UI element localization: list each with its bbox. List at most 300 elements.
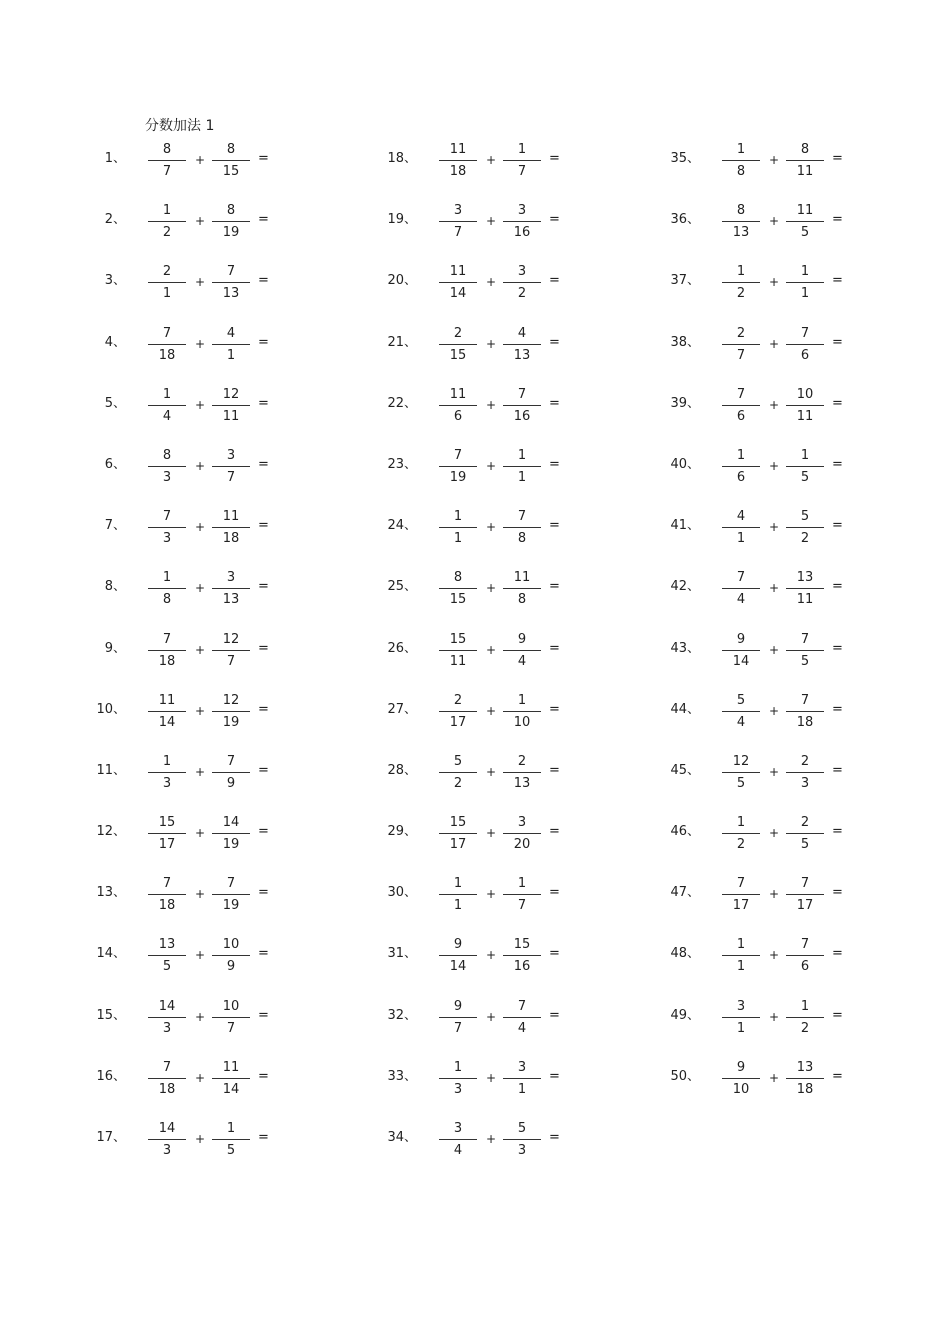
fraction-denominator: 1 bbox=[736, 959, 746, 975]
fraction-numerator: 12 bbox=[722, 753, 760, 773]
plus-sign: + bbox=[486, 153, 497, 167]
second-fraction bbox=[786, 447, 824, 488]
plus-sign: + bbox=[486, 703, 497, 718]
fraction-denominator: 1 bbox=[517, 1081, 527, 1097]
second-fraction bbox=[212, 1120, 250, 1161]
problem-row bbox=[664, 263, 944, 324]
problem-row bbox=[664, 936, 944, 997]
fraction-numerator: 1 bbox=[212, 1120, 250, 1140]
first-fraction bbox=[722, 692, 760, 733]
plus-sign: + bbox=[195, 887, 206, 902]
first-fraction bbox=[439, 325, 477, 366]
fraction-denominator: 8 bbox=[736, 164, 746, 179]
first-fraction bbox=[439, 202, 477, 243]
equals-sign: = bbox=[549, 579, 560, 595]
second-fraction bbox=[786, 692, 824, 733]
fraction-numerator: 7 bbox=[722, 875, 760, 895]
second-fraction bbox=[503, 141, 541, 182]
problem-number: 12、 bbox=[96, 824, 126, 840]
problem-row bbox=[90, 631, 370, 692]
fraction-denominator: 11 bbox=[222, 408, 240, 424]
equals-sign: = bbox=[832, 1007, 843, 1023]
fraction-denominator: 2 bbox=[800, 1020, 810, 1036]
fraction-denominator: 18 bbox=[158, 898, 176, 914]
equals-sign: = bbox=[832, 885, 843, 901]
fraction-numerator: 2 bbox=[439, 692, 477, 712]
second-fraction bbox=[212, 325, 250, 366]
fraction-numerator: 2 bbox=[786, 814, 824, 834]
problem-number: 48、 bbox=[670, 946, 700, 962]
first-fraction bbox=[439, 508, 477, 549]
fraction-numerator: 15 bbox=[439, 814, 477, 834]
fraction-numerator: 12 bbox=[212, 386, 250, 406]
first-fraction bbox=[439, 386, 477, 427]
plus-sign: + bbox=[486, 397, 497, 412]
equals-sign: = bbox=[258, 212, 269, 228]
fraction-denominator: 16 bbox=[513, 408, 531, 424]
problem-number: 22、 bbox=[387, 395, 417, 411]
equals-sign: = bbox=[258, 151, 269, 166]
problem-row bbox=[90, 569, 370, 630]
equals-sign: = bbox=[832, 762, 843, 778]
fraction-numerator: 8 bbox=[212, 141, 250, 161]
fraction-numerator: 9 bbox=[439, 936, 477, 956]
problem-row bbox=[664, 386, 944, 447]
problem-row bbox=[381, 631, 661, 692]
plus-sign: + bbox=[195, 1132, 206, 1146]
first-fraction bbox=[148, 447, 186, 488]
fraction-numerator: 3 bbox=[503, 263, 541, 283]
first-fraction bbox=[148, 692, 186, 733]
fraction-numerator: 9 bbox=[503, 631, 541, 651]
plus-sign: + bbox=[769, 948, 780, 963]
fraction-denominator: 19 bbox=[222, 714, 240, 730]
fraction-numerator: 7 bbox=[212, 263, 250, 283]
fraction-numerator: 7 bbox=[148, 325, 186, 345]
fraction-numerator: 3 bbox=[439, 202, 477, 222]
fraction-denominator: 6 bbox=[736, 408, 746, 424]
fraction-denominator: 4 bbox=[736, 592, 746, 608]
equals-sign: = bbox=[549, 701, 560, 717]
first-fraction bbox=[439, 692, 477, 733]
fraction-numerator: 2 bbox=[503, 753, 541, 773]
fraction-numerator: 3 bbox=[503, 1059, 541, 1079]
fraction-denominator: 3 bbox=[162, 1143, 172, 1158]
problem-row bbox=[90, 141, 370, 202]
second-fraction bbox=[786, 569, 824, 610]
fraction-numerator: 11 bbox=[439, 141, 477, 161]
fraction-numerator: 2 bbox=[148, 263, 186, 283]
fraction-numerator: 11 bbox=[503, 569, 541, 589]
fraction-numerator: 1 bbox=[148, 569, 186, 589]
problem-row bbox=[90, 692, 370, 753]
fraction-numerator: 8 bbox=[148, 447, 186, 467]
problem-row bbox=[90, 1120, 370, 1181]
first-fraction bbox=[148, 875, 186, 916]
second-fraction bbox=[212, 1059, 250, 1100]
first-fraction bbox=[148, 998, 186, 1039]
fraction-numerator: 12 bbox=[212, 631, 250, 651]
plus-sign: + bbox=[486, 458, 497, 473]
equals-sign: = bbox=[549, 518, 560, 534]
second-fraction bbox=[212, 569, 250, 610]
equals-sign: = bbox=[549, 640, 560, 656]
fraction-denominator: 5 bbox=[800, 225, 810, 241]
fraction-numerator: 7 bbox=[148, 875, 186, 895]
problem-row bbox=[381, 753, 661, 814]
plus-sign: + bbox=[195, 397, 206, 412]
fraction-numerator: 10 bbox=[212, 998, 250, 1018]
first-fraction bbox=[722, 202, 760, 243]
fraction-denominator: 7 bbox=[226, 1020, 236, 1036]
fraction-numerator: 1 bbox=[503, 875, 541, 895]
problem-number: 30、 bbox=[387, 885, 417, 901]
equals-sign: = bbox=[549, 885, 560, 901]
fraction-denominator: 3 bbox=[800, 775, 810, 791]
fraction-denominator: 1 bbox=[453, 531, 463, 547]
fraction-denominator: 1 bbox=[800, 286, 810, 302]
problem-row bbox=[664, 325, 944, 386]
problem-row bbox=[381, 936, 661, 997]
equals-sign: = bbox=[549, 1068, 560, 1084]
plus-sign: + bbox=[769, 887, 780, 902]
equals-sign: = bbox=[832, 579, 843, 595]
fraction-denominator: 5 bbox=[800, 837, 810, 853]
fraction-numerator: 7 bbox=[503, 508, 541, 528]
plus-sign: + bbox=[769, 1009, 780, 1024]
problem-row bbox=[381, 1120, 661, 1181]
problem-row bbox=[90, 325, 370, 386]
fraction-denominator: 14 bbox=[732, 653, 750, 669]
second-fraction bbox=[503, 631, 541, 672]
second-fraction bbox=[503, 875, 541, 916]
first-fraction bbox=[148, 1120, 186, 1161]
plus-sign: + bbox=[195, 214, 206, 229]
plus-sign: + bbox=[486, 1070, 497, 1085]
equals-sign: = bbox=[258, 1068, 269, 1084]
fraction-numerator: 10 bbox=[212, 936, 250, 956]
problem-number: 41、 bbox=[670, 518, 700, 534]
equals-sign: = bbox=[258, 579, 269, 595]
fraction-numerator: 11 bbox=[212, 1059, 250, 1079]
fraction-denominator: 13 bbox=[513, 347, 531, 363]
problem-number: 17、 bbox=[96, 1130, 126, 1145]
second-fraction bbox=[786, 753, 824, 794]
second-fraction bbox=[212, 263, 250, 304]
fraction-numerator: 13 bbox=[786, 569, 824, 589]
problem-row bbox=[381, 325, 661, 386]
equals-sign: = bbox=[549, 1130, 560, 1145]
fraction-denominator: 5 bbox=[736, 775, 746, 791]
fraction-denominator: 17 bbox=[449, 714, 467, 730]
problem-number: 36、 bbox=[670, 212, 700, 228]
fraction-denominator: 6 bbox=[453, 408, 463, 424]
equals-sign: = bbox=[258, 334, 269, 350]
problem-number: 28、 bbox=[387, 762, 417, 778]
first-fraction bbox=[722, 875, 760, 916]
equals-sign: = bbox=[549, 1007, 560, 1023]
plus-sign: + bbox=[486, 336, 497, 351]
first-fraction bbox=[148, 569, 186, 610]
equals-sign: = bbox=[549, 151, 560, 166]
second-fraction bbox=[503, 508, 541, 549]
problem-row bbox=[381, 814, 661, 875]
problem-number: 3、 bbox=[104, 273, 126, 289]
second-fraction bbox=[212, 753, 250, 794]
fraction-denominator: 18 bbox=[158, 653, 176, 669]
second-fraction bbox=[503, 569, 541, 610]
equals-sign: = bbox=[549, 334, 560, 350]
problem-number: 42、 bbox=[670, 579, 700, 595]
fraction-denominator: 3 bbox=[162, 469, 172, 485]
fraction-denominator: 13 bbox=[732, 225, 750, 241]
first-fraction bbox=[148, 936, 186, 977]
equals-sign: = bbox=[258, 456, 269, 472]
fraction-denominator: 19 bbox=[222, 898, 240, 914]
fraction-numerator: 11 bbox=[148, 692, 186, 712]
fraction-denominator: 18 bbox=[796, 714, 814, 730]
fraction-numerator: 7 bbox=[786, 631, 824, 651]
plus-sign: + bbox=[769, 275, 780, 290]
fraction-numerator: 1 bbox=[722, 447, 760, 467]
fraction-numerator: 7 bbox=[148, 1059, 186, 1079]
fraction-numerator: 9 bbox=[722, 631, 760, 651]
problem-number: 16、 bbox=[96, 1068, 126, 1084]
fraction-denominator: 2 bbox=[517, 286, 527, 302]
fraction-numerator: 8 bbox=[148, 141, 186, 161]
fraction-numerator: 8 bbox=[786, 141, 824, 161]
equals-sign: = bbox=[549, 456, 560, 472]
plus-sign: + bbox=[486, 214, 497, 229]
second-fraction bbox=[786, 508, 824, 549]
fraction-numerator: 8 bbox=[439, 569, 477, 589]
plus-sign: + bbox=[195, 1070, 206, 1085]
equals-sign: = bbox=[258, 701, 269, 717]
fraction-numerator: 5 bbox=[786, 508, 824, 528]
fraction-numerator: 1 bbox=[722, 141, 760, 161]
second-fraction bbox=[503, 263, 541, 304]
plus-sign: + bbox=[769, 703, 780, 718]
problem-column-1 bbox=[90, 141, 370, 1181]
plus-sign: + bbox=[195, 826, 206, 841]
equals-sign: = bbox=[549, 395, 560, 411]
fraction-numerator: 7 bbox=[439, 447, 477, 467]
fraction-denominator: 13 bbox=[513, 775, 531, 791]
fraction-numerator: 7 bbox=[786, 936, 824, 956]
second-fraction bbox=[786, 814, 824, 855]
problem-row bbox=[664, 753, 944, 814]
equals-sign: = bbox=[258, 273, 269, 289]
fraction-denominator: 1 bbox=[453, 898, 463, 914]
problem-row bbox=[90, 202, 370, 263]
fraction-denominator: 10 bbox=[513, 714, 531, 730]
problem-number: 44、 bbox=[670, 701, 700, 717]
equals-sign: = bbox=[832, 1068, 843, 1084]
fraction-denominator: 18 bbox=[158, 347, 176, 363]
equals-sign: = bbox=[258, 518, 269, 534]
fraction-numerator: 7 bbox=[786, 875, 824, 895]
first-fraction bbox=[722, 1059, 760, 1100]
equals-sign: = bbox=[832, 518, 843, 534]
first-fraction bbox=[148, 202, 186, 243]
second-fraction bbox=[503, 936, 541, 977]
fraction-numerator: 14 bbox=[212, 814, 250, 834]
plus-sign: + bbox=[195, 1009, 206, 1024]
first-fraction bbox=[439, 814, 477, 855]
plus-sign: + bbox=[486, 887, 497, 902]
equals-sign: = bbox=[832, 212, 843, 228]
problem-row bbox=[381, 692, 661, 753]
fraction-denominator: 2 bbox=[453, 775, 463, 791]
first-fraction bbox=[439, 569, 477, 610]
problem-row bbox=[381, 202, 661, 263]
first-fraction bbox=[439, 1059, 477, 1100]
problem-number: 31、 bbox=[387, 946, 417, 962]
problem-number: 39、 bbox=[670, 395, 700, 411]
fraction-numerator: 4 bbox=[503, 325, 541, 345]
problem-row bbox=[90, 753, 370, 814]
fraction-denominator: 17 bbox=[158, 837, 176, 853]
problem-row bbox=[381, 875, 661, 936]
fraction-numerator: 1 bbox=[722, 263, 760, 283]
problem-number: 27、 bbox=[387, 701, 417, 717]
fraction-numerator: 3 bbox=[212, 569, 250, 589]
fraction-denominator: 3 bbox=[453, 1081, 463, 1097]
first-fraction bbox=[722, 569, 760, 610]
fraction-numerator: 14 bbox=[148, 1120, 186, 1140]
problem-number: 24、 bbox=[387, 518, 417, 534]
fraction-numerator: 1 bbox=[722, 936, 760, 956]
fraction-numerator: 1 bbox=[503, 447, 541, 467]
problem-row bbox=[664, 631, 944, 692]
fraction-denominator: 19 bbox=[222, 837, 240, 853]
problem-number: 13、 bbox=[96, 885, 126, 901]
second-fraction bbox=[212, 141, 250, 182]
fraction-numerator: 13 bbox=[786, 1059, 824, 1079]
fraction-denominator: 13 bbox=[222, 286, 240, 302]
first-fraction bbox=[439, 753, 477, 794]
second-fraction bbox=[212, 202, 250, 243]
fraction-numerator: 15 bbox=[503, 936, 541, 956]
fraction-denominator: 19 bbox=[222, 225, 240, 241]
fraction-denominator: 18 bbox=[158, 1081, 176, 1097]
second-fraction bbox=[212, 936, 250, 977]
problem-row bbox=[90, 386, 370, 447]
problem-row bbox=[664, 814, 944, 875]
problem-row bbox=[664, 569, 944, 630]
fraction-numerator: 7 bbox=[212, 753, 250, 773]
equals-sign: = bbox=[258, 885, 269, 901]
fraction-denominator: 16 bbox=[513, 225, 531, 241]
fraction-numerator: 1 bbox=[439, 508, 477, 528]
fraction-numerator: 1 bbox=[148, 753, 186, 773]
problem-number: 2、 bbox=[104, 212, 126, 228]
first-fraction bbox=[439, 631, 477, 672]
fraction-numerator: 4 bbox=[212, 325, 250, 345]
worksheet-title: 分数加法 1 bbox=[145, 118, 215, 134]
equals-sign: = bbox=[549, 946, 560, 962]
problem-number: 9、 bbox=[104, 640, 126, 656]
second-fraction bbox=[786, 875, 824, 916]
fraction-denominator: 17 bbox=[796, 898, 814, 914]
problem-row bbox=[664, 875, 944, 936]
equals-sign: = bbox=[832, 151, 843, 166]
fraction-numerator: 5 bbox=[439, 753, 477, 773]
plus-sign: + bbox=[486, 826, 497, 841]
fraction-denominator: 19 bbox=[449, 469, 467, 485]
fraction-numerator: 1 bbox=[503, 692, 541, 712]
problem-row bbox=[90, 936, 370, 997]
problem-row bbox=[90, 814, 370, 875]
fraction-numerator: 3 bbox=[503, 814, 541, 834]
fraction-denominator: 4 bbox=[453, 1143, 463, 1158]
fraction-numerator: 14 bbox=[148, 998, 186, 1018]
problem-row bbox=[381, 569, 661, 630]
fraction-denominator: 5 bbox=[800, 469, 810, 485]
problem-row bbox=[90, 263, 370, 324]
second-fraction bbox=[786, 202, 824, 243]
second-fraction bbox=[212, 631, 250, 672]
plus-sign: + bbox=[486, 520, 497, 535]
fraction-denominator: 9 bbox=[226, 775, 236, 791]
fraction-denominator: 7 bbox=[226, 653, 236, 669]
problem-number: 4、 bbox=[104, 334, 126, 350]
fraction-denominator: 18 bbox=[449, 164, 467, 179]
problem-row bbox=[90, 875, 370, 936]
second-fraction bbox=[212, 386, 250, 427]
problem-row bbox=[664, 202, 944, 263]
problem-number: 8、 bbox=[104, 579, 126, 595]
second-fraction bbox=[503, 202, 541, 243]
fraction-denominator: 11 bbox=[449, 653, 467, 669]
problem-row bbox=[90, 998, 370, 1059]
fraction-denominator: 14 bbox=[222, 1081, 240, 1097]
plus-sign: + bbox=[195, 458, 206, 473]
first-fraction bbox=[439, 1120, 477, 1161]
fraction-numerator: 7 bbox=[786, 692, 824, 712]
equals-sign: = bbox=[832, 701, 843, 717]
first-fraction bbox=[439, 263, 477, 304]
equals-sign: = bbox=[258, 1130, 269, 1145]
second-fraction bbox=[786, 1059, 824, 1100]
first-fraction bbox=[439, 447, 477, 488]
fraction-numerator: 11 bbox=[786, 202, 824, 222]
fraction-denominator: 17 bbox=[732, 898, 750, 914]
fraction-numerator: 1 bbox=[148, 386, 186, 406]
fraction-denominator: 5 bbox=[162, 959, 172, 975]
plus-sign: + bbox=[486, 1132, 497, 1146]
fraction-denominator: 1 bbox=[162, 286, 172, 302]
fraction-denominator: 7 bbox=[517, 164, 527, 179]
fraction-numerator: 7 bbox=[148, 508, 186, 528]
second-fraction bbox=[503, 386, 541, 427]
first-fraction bbox=[148, 141, 186, 182]
plus-sign: + bbox=[769, 214, 780, 229]
problem-column-3 bbox=[664, 141, 944, 1120]
plus-sign: + bbox=[769, 397, 780, 412]
equals-sign: = bbox=[832, 946, 843, 962]
first-fraction bbox=[722, 325, 760, 366]
fraction-denominator: 3 bbox=[517, 1143, 527, 1158]
problem-number: 29、 bbox=[387, 824, 417, 840]
equals-sign: = bbox=[549, 212, 560, 228]
fraction-denominator: 8 bbox=[517, 592, 527, 608]
first-fraction bbox=[148, 753, 186, 794]
fraction-denominator: 2 bbox=[162, 225, 172, 241]
problem-number: 7、 bbox=[104, 518, 126, 534]
second-fraction bbox=[786, 263, 824, 304]
plus-sign: + bbox=[769, 826, 780, 841]
